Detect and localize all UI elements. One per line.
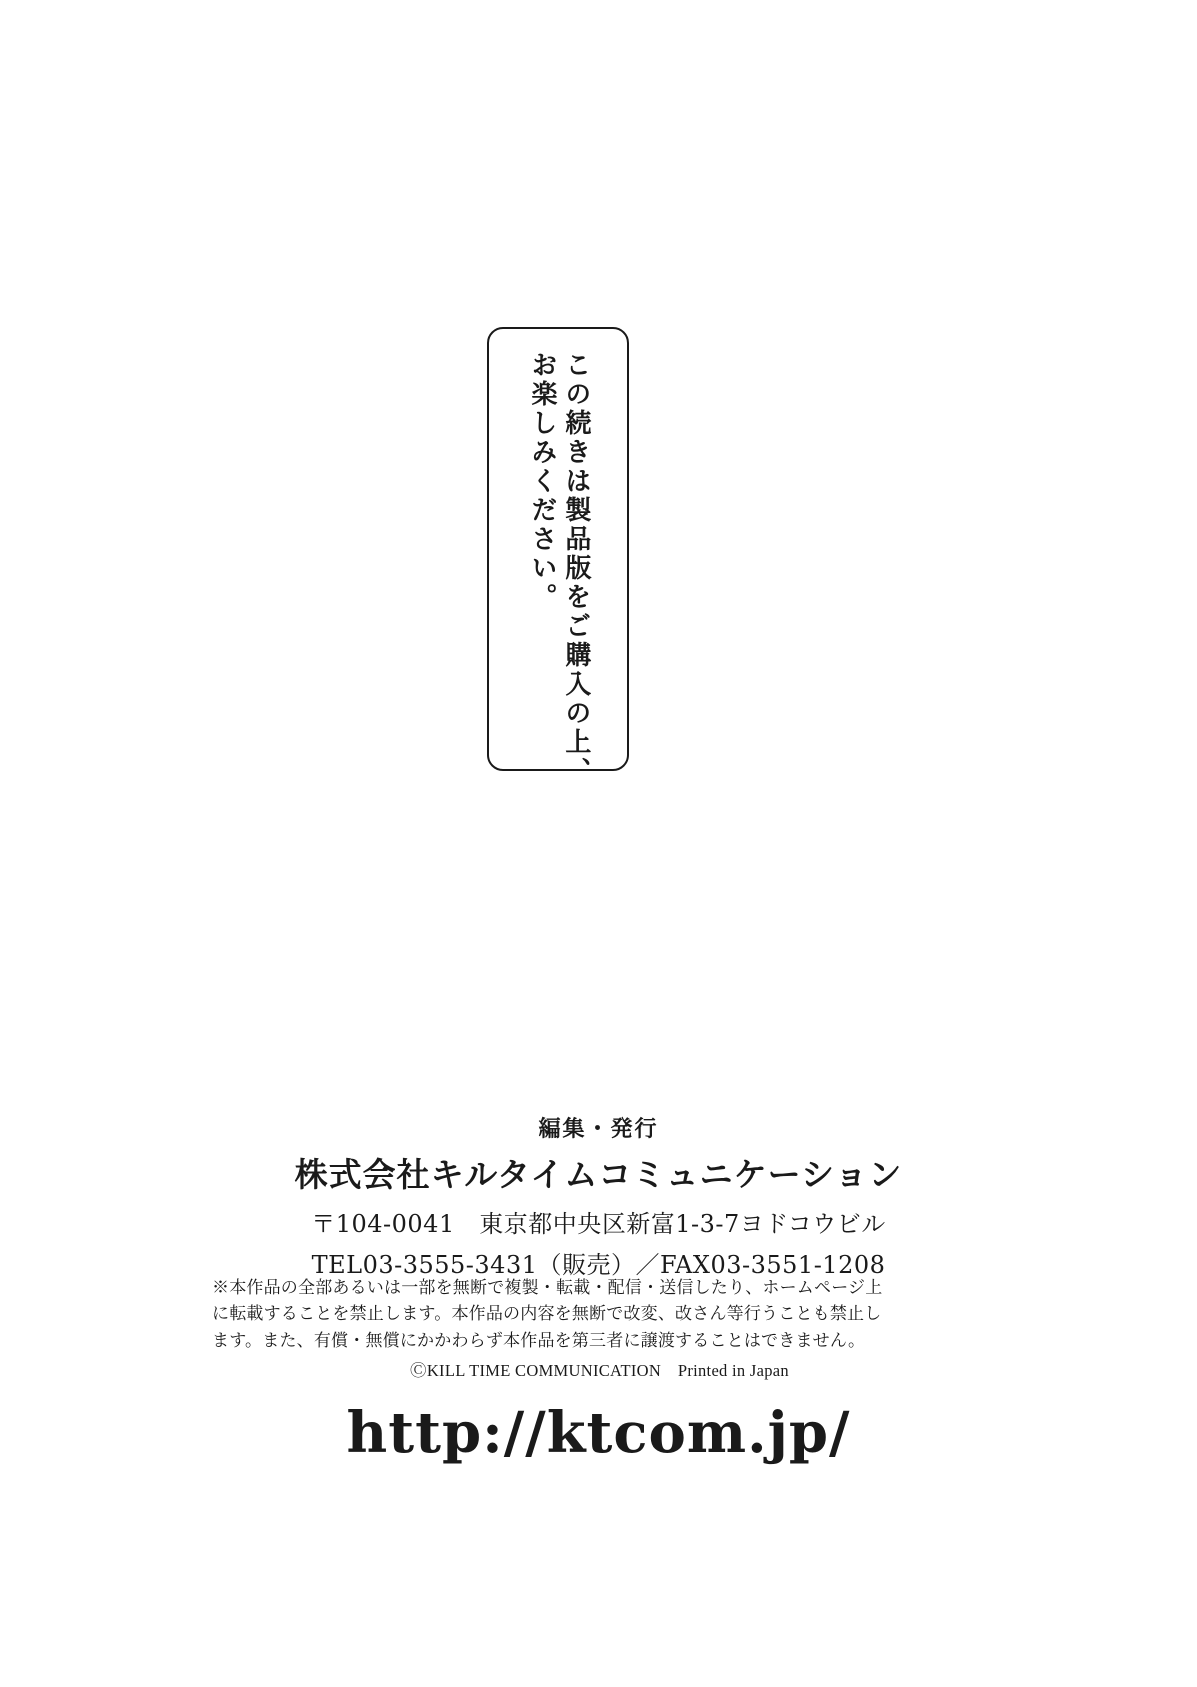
legal-line-1: ※本作品の全部あるいは一部を無断で複製・転載・配信・送信したり、ホームページ上 (212, 1278, 883, 1298)
publisher-address: 〒104-0041 東京都中央区新富1-3-7ヨドコウビル (311, 1210, 886, 1238)
colophon (0, 1112, 1197, 1286)
purchase-notice-box (487, 327, 629, 786)
website-url[interactable]: http://ktcom.jp/ (346, 1400, 851, 1466)
notice-line-1: この続きは製品版をご購入の上、 (560, 351, 591, 786)
legal-notice (212, 1275, 987, 1384)
legal-line-2: に転載することを禁止します。本作品の内容を無断で改変、改さん等行うことも禁止し (212, 1304, 882, 1325)
publisher-tel-fax: TEL03-3555-3431（販売）／FAX03-3551-1208 (311, 1251, 886, 1279)
publisher-role-label: 編集・発行 (538, 1116, 659, 1142)
notice-line-2: お楽しみください。 (527, 351, 557, 612)
publisher-name: 株式会社キルタイムコミュニケーション (294, 1155, 903, 1194)
legal-line-3: ます。また、有償・無償にかかわらず本作品を第三者に譲渡することはできません。 (212, 1330, 866, 1351)
purchase-notice-text (489, 329, 627, 786)
copyright-line: ⒸKILL TIME COMMUNICATION Printed in Japan (410, 1361, 789, 1381)
